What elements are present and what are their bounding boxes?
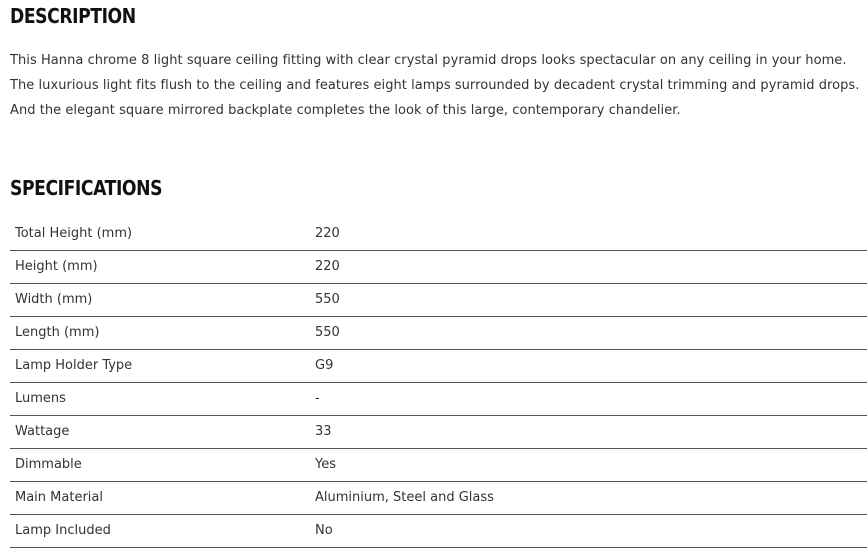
spec-label: Wattage xyxy=(15,424,70,439)
spec-label: Dimmable xyxy=(15,457,82,472)
spec-value: Aluminium, Steel and Glass xyxy=(315,490,494,505)
specifications-heading: SPECIFICATIONS xyxy=(10,176,163,200)
spec-label: Lamp Holder Type xyxy=(15,358,133,373)
spec-value: 220 xyxy=(315,225,340,241)
spec-label: Height (mm) xyxy=(15,259,98,274)
spec-row-lamp-included xyxy=(10,514,867,547)
spec-row-dimmable xyxy=(10,448,867,481)
description-heading: DESCRIPTION xyxy=(10,4,136,28)
spec-label: Lamp Included xyxy=(15,523,111,538)
spec-label: Length (mm) xyxy=(15,325,100,340)
spec-label: Width (mm) xyxy=(15,292,93,307)
spec-value: G9 xyxy=(315,358,334,373)
spec-label: Main Material xyxy=(15,490,103,505)
spec-value: 220 xyxy=(315,259,340,274)
description-line: The luxurious light fits flush to the ceiling and features eight lamps surrounded by decadent crystal trimming and pyramid drops. xyxy=(10,78,860,93)
spec-row-width xyxy=(10,283,867,316)
specifications-table xyxy=(10,217,867,548)
spec-row-total-height xyxy=(10,217,867,250)
spec-row-wattage xyxy=(10,415,867,448)
spec-value: 550 xyxy=(315,292,340,307)
spec-row-lamp-holder-type xyxy=(10,349,867,382)
spec-row-main-material xyxy=(10,481,867,514)
spec-row-lumens xyxy=(10,382,867,415)
spec-value: Yes xyxy=(315,457,336,472)
description-text xyxy=(10,48,867,123)
description-line: This Hanna chrome 8 light square ceiling fitting with clear crystal pyramid drops looks spectacular on any ceiling in your home. xyxy=(10,53,847,68)
description-line: And the elegant square mirrored backplate completes the look of this large, contemporary chandelier. xyxy=(10,103,681,118)
spec-row-length xyxy=(10,316,867,349)
spec-value: - xyxy=(315,391,320,406)
spec-value: No xyxy=(315,523,333,538)
spec-value: 33 xyxy=(315,424,332,439)
spec-value: 550 xyxy=(315,325,340,340)
spec-row-height xyxy=(10,250,867,283)
spec-label: Lumens xyxy=(15,391,66,406)
spec-label: Total Height (mm) xyxy=(15,225,133,241)
